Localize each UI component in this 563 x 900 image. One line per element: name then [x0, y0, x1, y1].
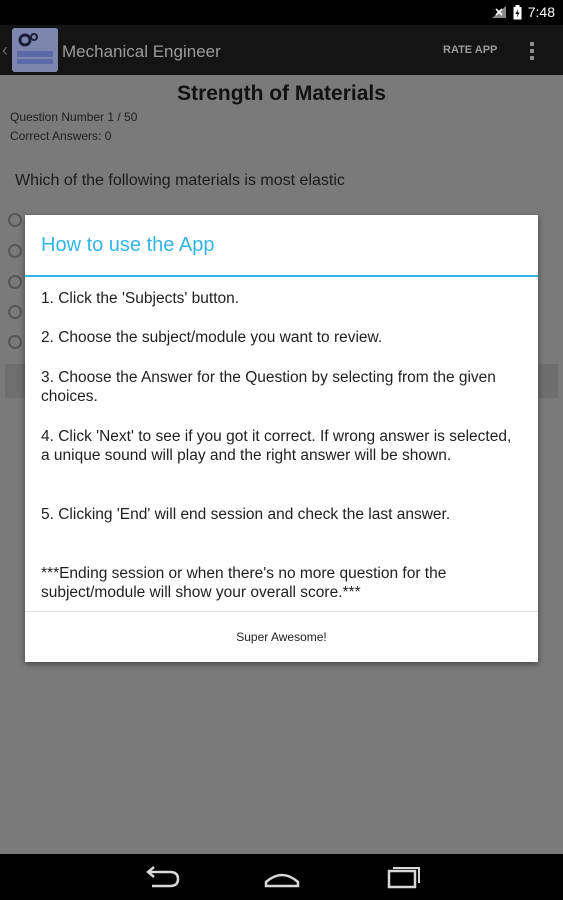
overflow-menu-icon[interactable] [526, 39, 538, 63]
question-text: Which of the following materials is most elastic [15, 172, 345, 189]
status-bar [0, 0, 563, 25]
instruction-step-1: 1. Click the 'Subjects' button. [41, 290, 240, 307]
app-title: Mechanical Engineer [62, 42, 221, 61]
answer-radio[interactable] [8, 335, 22, 349]
page-title: Strength of Materials [177, 82, 386, 105]
dialog-title-divider [25, 275, 538, 277]
answer-radio[interactable] [8, 275, 22, 289]
question-number: Question Number 1 / 50 [10, 110, 138, 124]
rate-app-button[interactable]: RATE APP [443, 44, 498, 56]
how-to-use-dialog [25, 215, 538, 662]
battery-charging-icon [513, 5, 522, 20]
up-caret-icon[interactable]: ‹ [2, 40, 8, 60]
instruction-note: ***Ending session or when there's no more question for the subject/module will show your overall score.*** [41, 565, 447, 601]
instruction-step-5: 5. Clicking 'End' will end session and check the last answer. [41, 506, 451, 523]
back-icon[interactable] [140, 862, 184, 892]
home-icon[interactable] [260, 862, 304, 892]
dialog-title: How to use the App [41, 234, 215, 256]
instruction-step-3: 3. Choose the Answer for the Question by selecting from the given choices. [41, 369, 496, 405]
super-awesome-button[interactable]: Super Awesome! [236, 630, 327, 644]
clock: 7:48 [527, 4, 555, 20]
correct-answers: Correct Answers: 0 [10, 129, 112, 143]
app-logo-icon[interactable] [12, 28, 58, 72]
answer-radio[interactable] [8, 244, 22, 258]
answer-radio[interactable] [8, 213, 22, 227]
instruction-step-4: 4. Click 'Next' to see if you got it correct. If wrong answer is selected, a unique sound will play and the right answer will be shown. [41, 428, 512, 464]
recent-apps-icon[interactable] [380, 862, 424, 892]
navigation-bar [0, 854, 563, 900]
wifi-off-icon [491, 5, 507, 19]
instruction-step-2: 2. Choose the subject/module you want to review. [41, 329, 383, 346]
answer-radio[interactable] [8, 305, 22, 319]
